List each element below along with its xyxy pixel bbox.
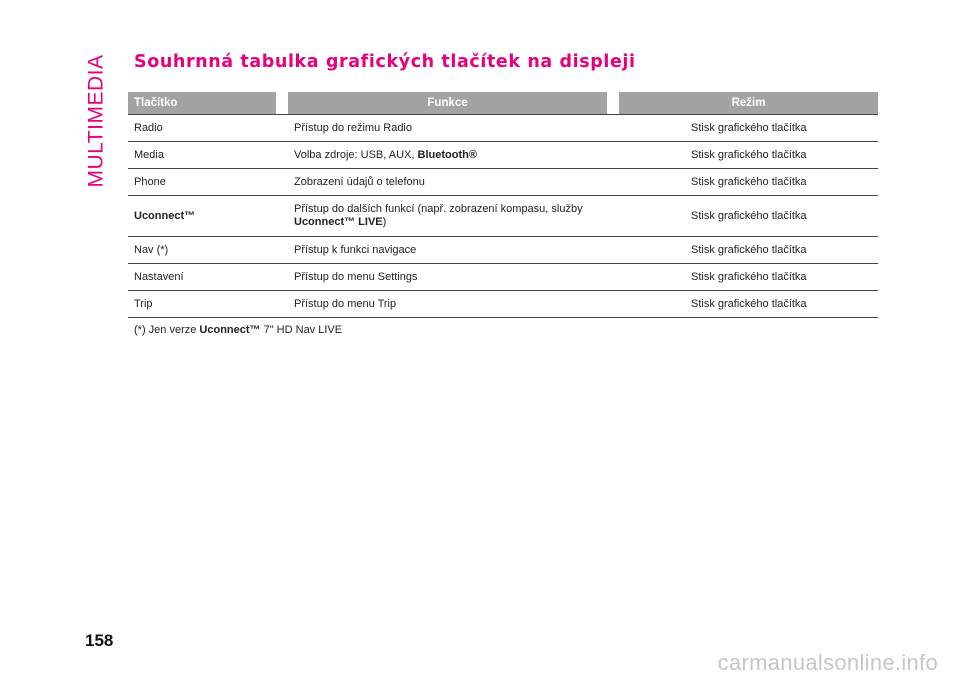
header-gap	[276, 92, 288, 115]
header-gap	[607, 92, 619, 115]
function-text-end: )	[382, 216, 387, 228]
cell-function	[288, 115, 607, 142]
cell-function	[288, 169, 607, 196]
function-text: Přístup do menu Settings	[294, 270, 418, 283]
footnote-text-end: 7" HD Nav LIVE	[260, 324, 343, 336]
cell-function	[288, 237, 607, 264]
table-footnote	[134, 324, 342, 336]
cell-button: Radio	[128, 115, 276, 142]
function-text: Přístup k funkci navigace	[294, 243, 417, 256]
table-row	[128, 291, 878, 318]
table-row	[128, 169, 878, 196]
cell-function	[288, 142, 607, 169]
cell-function	[288, 291, 607, 318]
cell-mode: Stisk grafického tlačítka	[619, 264, 878, 291]
table-header-row	[128, 92, 878, 115]
table-row	[128, 142, 878, 169]
section-side-label-text: MULTIMEDIA	[84, 54, 108, 188]
header-button: Tlačítko	[128, 92, 276, 115]
table-row	[128, 237, 878, 264]
table-row	[128, 115, 878, 142]
cell-button	[128, 196, 276, 237]
footnote-text: (*) Jen verze	[134, 324, 200, 336]
cell-button: Phone	[128, 169, 276, 196]
function-bold-text: Uconnect™ LIVE	[294, 216, 383, 228]
function-text: Přístup do režimu Radio	[294, 121, 412, 134]
cell-button: Nastavení	[128, 264, 276, 291]
cell-function	[288, 264, 607, 291]
page-title: Souhrnná tabulka grafických tlačítek na displeji	[134, 52, 636, 72]
cell-mode: Stisk grafického tlačítka	[619, 115, 878, 142]
page-number: 158	[85, 631, 114, 650]
watermark: carmanualsonline.info	[717, 650, 938, 675]
button-bold-text: Uconnect™	[134, 209, 196, 222]
table-row	[128, 264, 878, 291]
function-text: Přístup do menu Trip	[294, 297, 397, 310]
header-mode: Režim	[619, 92, 878, 115]
table-row	[128, 196, 878, 237]
cell-mode: Stisk grafického tlačítka	[619, 169, 878, 196]
header-function: Funkce	[288, 92, 607, 115]
cell-button: Trip	[128, 291, 276, 318]
function-bold-text: Bluetooth®	[417, 148, 477, 161]
section-side-label	[84, 56, 108, 186]
cell-mode: Stisk grafického tlačítka	[619, 142, 878, 169]
function-text: Volba zdroje: USB, AUX,	[294, 148, 418, 161]
cell-mode: Stisk grafického tlačítka	[619, 291, 878, 318]
cell-mode: Stisk grafického tlačítka	[619, 196, 878, 237]
cell-button: Media	[128, 142, 276, 169]
cell-function	[288, 196, 607, 237]
cell-mode: Stisk grafického tlačítka	[619, 237, 878, 264]
footnote-bold-text: Uconnect™	[199, 324, 261, 336]
cell-button: Nav (*)	[128, 237, 276, 264]
function-text: Přístup do dalších funkcí (např. zobrazení kompasu, služby	[294, 203, 583, 215]
function-text: Zobrazení údajů o telefonu	[294, 175, 425, 188]
buttons-summary-table	[128, 92, 878, 318]
